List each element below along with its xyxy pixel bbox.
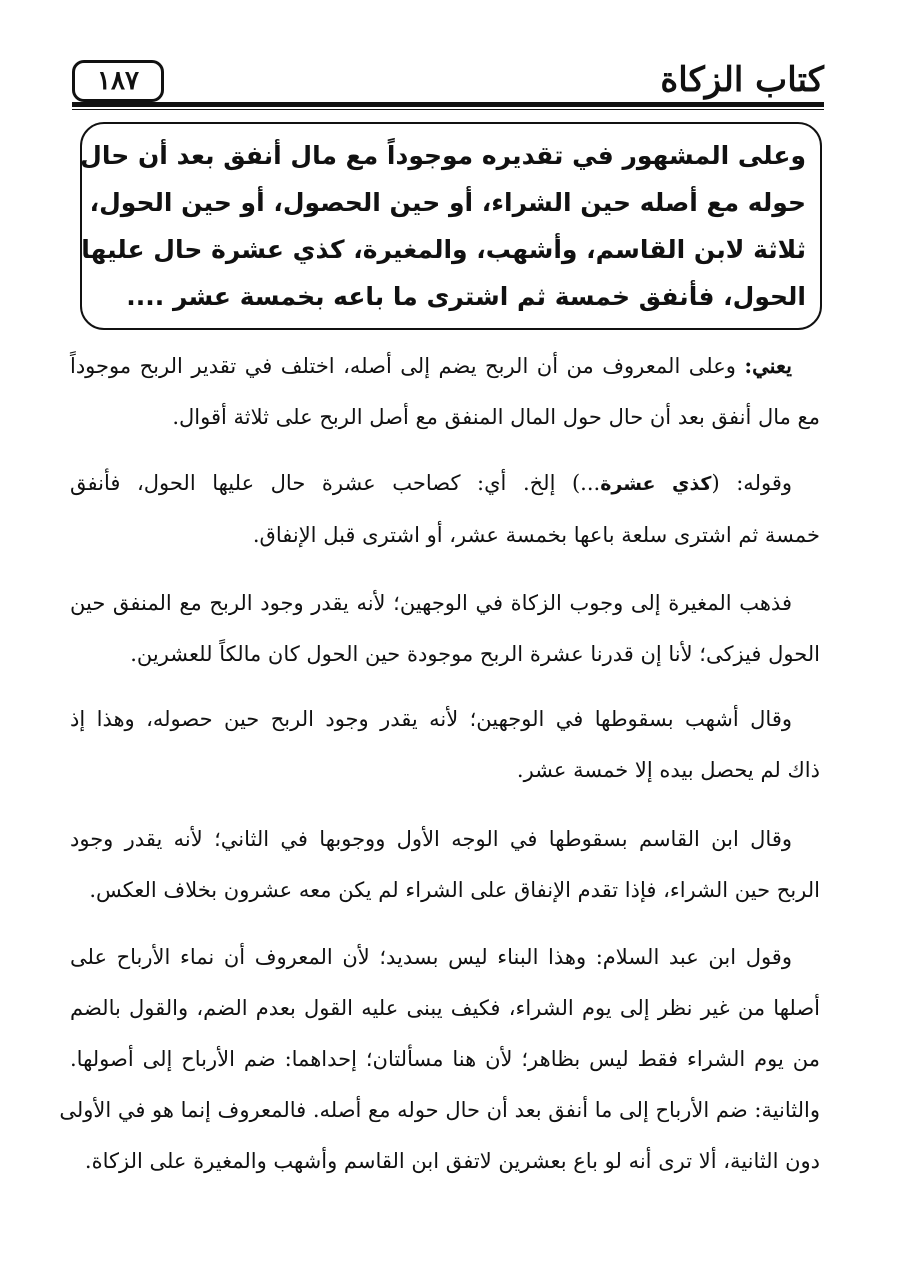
commentary-paragraph-4 xyxy=(70,694,820,796)
commentary-paragraph-3 xyxy=(70,578,820,680)
matn-text-box xyxy=(80,122,822,330)
line-text: وقوله: ( xyxy=(711,471,792,495)
paragraph-line: الحول فيزكى؛ لأنا إن قدرنا عشرة الربح موجودة حين الحول كان مالكاً للعشرين. xyxy=(130,642,820,666)
paragraph-line: الربح حين الشراء، فإذا تقدم الإنفاق على الشراء لم يكن معه عشرون بخلاف العكس. xyxy=(89,878,820,902)
matn-line: ثلاثة لابن القاسم، وأشهب، والمغيرة، كذي عشرة حال عليها xyxy=(81,235,806,264)
book-title: كتاب الزكاة xyxy=(660,60,824,100)
header-rule-thin xyxy=(72,109,824,110)
paragraph-line: أصلها من غير نظر إلى يوم الشراء، فكيف يبنى عليه القول بعدم الضم، والقول بالضم xyxy=(70,996,820,1020)
header-rule xyxy=(72,102,824,107)
matn-line: حوله مع أصله حين الشراء، أو حين الحصول، أو حين الحول، xyxy=(89,188,806,217)
paragraph-line: من يوم الشراء فقط ليس بظاهر؛ لأن هنا مسألتان؛ إحداهما: ضم الأرباح إلى أصولها. xyxy=(70,1047,820,1071)
paragraph-line: وقول ابن عبد السلام: وهذا البناء ليس بسديد؛ لأن المعروف أن نماء الأرباح على xyxy=(70,945,792,969)
paragraph-line: فذهب المغيرة إلى وجوب الزكاة في الوجهين؛ لأنه يقدر وجود الربح مع المنفق حين xyxy=(70,591,792,615)
paragraph-line: مع مال أنفق بعد أن حال حول المال المنفق مع أصل الربح على ثلاثة أقوال. xyxy=(172,405,820,429)
page-header xyxy=(72,58,824,108)
line-text: ...) إلخ. أي: كصاحب عشرة حال عليها الحول، فأنفق xyxy=(70,471,601,495)
lead-word: يعني: xyxy=(744,353,792,378)
paragraph-line: خمسة ثم اشترى سلعة باعها بخمسة عشر، أو اشترى قبل الإنفاق. xyxy=(252,523,820,547)
matn-line: الحول، فأنفق خمسة ثم اشترى ما باعه بخمسة عشر .... xyxy=(126,282,806,311)
paragraph-line: والثانية: ضم الأرباح إلى ما أنفق بعد أن حال حوله مع أصله. فالمعروف إنما هو في الأولى xyxy=(59,1098,820,1122)
line-text: وعلى المعروف من أن الربح يضم إلى أصله، اختلف في تقدير الربح موجوداً xyxy=(70,354,736,378)
matn-line: وعلى المشهور في تقديره موجوداً مع مال أنفق بعد أن حال xyxy=(80,141,806,170)
paragraph-line xyxy=(70,340,820,392)
paragraph-line: وقال أشهب بسقوطها في الوجهين؛ لأنه يقدر وجود الربح حين حصوله، وهذا إذ xyxy=(70,707,792,731)
commentary-paragraph-5 xyxy=(70,814,820,916)
commentary-paragraph-6 xyxy=(59,932,820,1187)
commentary-paragraph-1 xyxy=(70,340,820,443)
page-number: ١٨٧ xyxy=(72,60,164,102)
paragraph-line: وقال ابن القاسم بسقوطها في الوجه الأول ووجوبها في الثاني؛ لأنه يقدر وجود xyxy=(70,827,792,851)
paragraph-line: ذاك لم يحصل بيده إلا خمسة عشر. xyxy=(516,758,820,782)
quoted-matn: كذي عشرة xyxy=(600,473,712,495)
paragraph-line xyxy=(70,458,820,510)
commentary-paragraph-2 xyxy=(70,458,820,561)
paragraph-line: دون الثانية، ألا ترى أنه لو باع بعشرين لاتفق ابن القاسم وأشهب والمغيرة على الزكاة. xyxy=(84,1149,820,1173)
